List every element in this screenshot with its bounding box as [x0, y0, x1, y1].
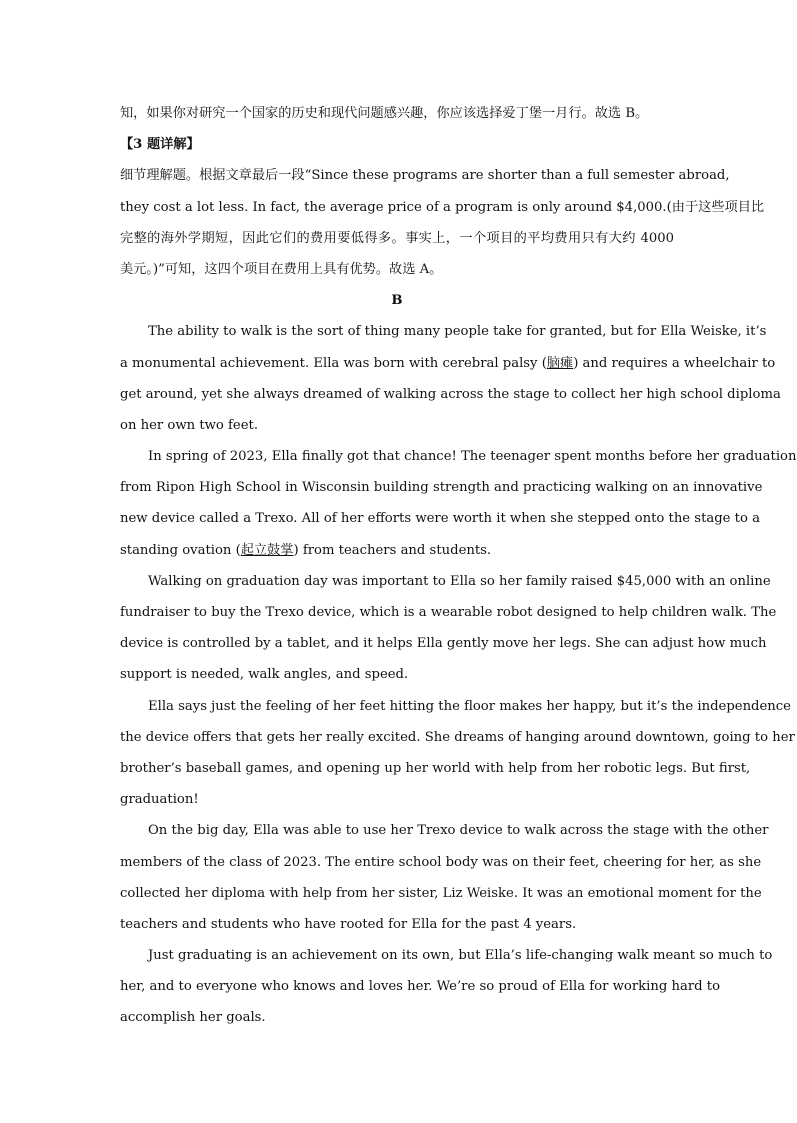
p4-line-4: graduation! — [120, 792, 199, 808]
answer3-line-4: 美元。)”可知，这四个项目在费用上具有优势。故选 A。 — [120, 261, 443, 277]
gloss-standing-ovation: 起立鼓掌 — [240, 542, 294, 558]
p3-line-2: fundraiser to buy the Trexo device, which is a wearable robot designed to help children walk. The — [120, 605, 777, 620]
p2-line-1: In spring of 2023, Ella finally got that chance! The teenager spent months before her graduation — [148, 449, 797, 465]
document-page — [120, 98, 797, 1034]
p1-line-2 — [120, 348, 776, 379]
p1-line-2b: ) and requires a wheelchair to — [573, 355, 776, 371]
p5-line-3: collected her diploma with help from her sister, Liz Weiske. It was an emotional moment for the — [120, 885, 762, 901]
p3-line-4: support is needed, walk angles, and speed. — [120, 667, 409, 683]
p6-line-3: accomplish her goals. — [120, 1010, 266, 1026]
p2-line-4b: ) from teachers and students. — [293, 542, 492, 558]
answer3-line-2: they cost a lot less. In fact, the average price of a program is only around $4,000.(由于这些项目比 — [120, 199, 765, 215]
p6-line-1: Just graduating is an achievement on its own, but Ella’s life-changing walk meant so much to — [148, 948, 773, 964]
p4-line-2: the device offers that gets her really excited. She dreams of hanging around downtown, going to her — [120, 729, 795, 745]
answer3-line-3: 完整的海外学期短，因此它们的费用要低得多。事实上，一个项目的平均费用只有大约 4000 — [120, 230, 674, 246]
p1-line-4: on her own two feet. — [120, 417, 259, 433]
answer2-conclusion: 知，如果你对研究一个国家的历史和现代问题感兴趣，你应该选择爱丁堡一月行。故选 B。 — [120, 106, 649, 121]
gloss-cerebral-palsy: 脑瘫 — [546, 355, 574, 371]
p3-line-1: Walking on graduation day was important to Ella so her family raised $45,000 with an online — [148, 573, 771, 589]
p5-line-4: teachers and students who have rooted for Ella for the past 4 years. — [120, 916, 577, 932]
section-title: B — [391, 293, 403, 309]
p2-line-4 — [120, 535, 674, 566]
p3-line-3: device is controlled by a tablet, and it helps Ella gently move her legs. She can adjust how much — [120, 636, 767, 652]
p2-line-3: new device called a Trexo. All of her efforts were worth it when she stepped onto the stage to a — [120, 511, 760, 527]
p1-line-3: get around, yet she always dreamed of walking across the stage to collect her high school diploma — [120, 386, 781, 402]
p5-line-1: On the big day, Ella was able to use her Trexo device to walk across the stage with the other — [148, 823, 769, 839]
p1-line-1: The ability to walk is the sort of thing many people take for granted, but for Ella Weiske, it’s — [148, 324, 767, 340]
answer3-line-1: 细节理解题。根据文章最后一段“Since these programs are shorter than a full semester abroad, — [120, 168, 730, 184]
p4-line-1: Ella says just the feeling of her feet hitting the floor makes her happy, but it’s the independence — [148, 698, 791, 714]
p2-line-2: from Ripon High School in Wisconsin building strength and practicing walking on an innovative — [120, 480, 763, 496]
p6-line-2: her, and to everyone who knows and loves her. We’re so proud of Ella for working hard to — [120, 979, 721, 995]
p5-line-2: members of the class of 2023. The entire school body was on their feet, cheering for her, as she — [120, 854, 762, 870]
p4-line-3: brother’s baseball games, and opening up her world with help from her robotic legs. But first, — [120, 760, 751, 776]
p2-line-4a: standing ovation ( — [120, 542, 241, 558]
answer3-heading: 【3 题详解】 — [120, 137, 200, 153]
p1-line-2a: a monumental achievement. Ella was born with cerebral palsy ( — [120, 355, 547, 371]
